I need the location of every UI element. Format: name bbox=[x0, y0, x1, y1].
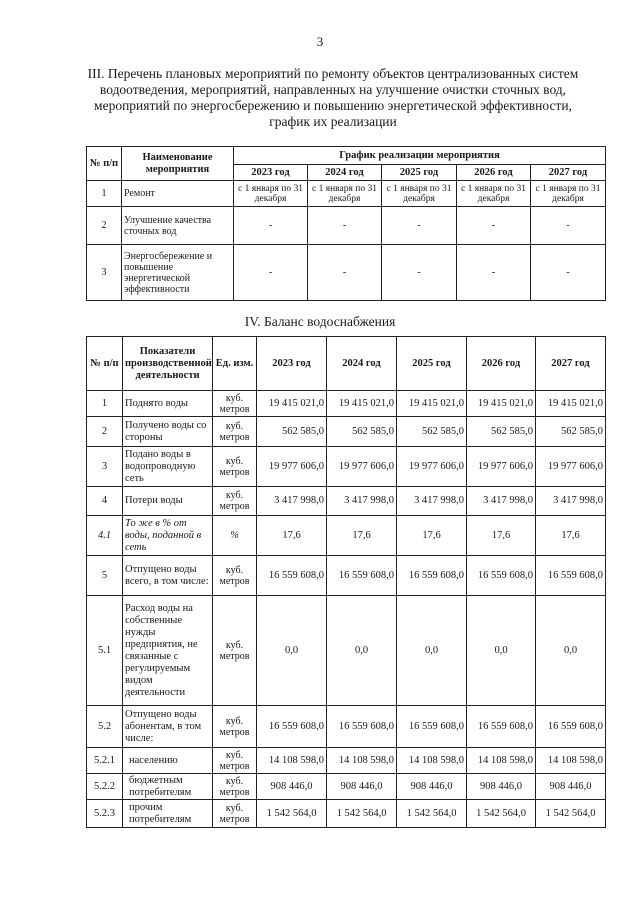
row-name: Отпущено воды всего, в том числе: bbox=[123, 556, 213, 596]
row-unit: % bbox=[213, 516, 257, 556]
schedule-cell: - bbox=[531, 207, 606, 245]
table-row bbox=[87, 556, 606, 596]
renovation-schedule-table bbox=[86, 146, 606, 301]
row-num: 5.2.3 bbox=[87, 800, 123, 828]
row-num: 5.2.2 bbox=[87, 774, 123, 800]
row-num: 4.1 bbox=[87, 516, 123, 556]
table-row bbox=[87, 447, 606, 487]
row-name: Улучшение качества сточных вод bbox=[122, 207, 234, 245]
value-cell: 908 446,0 bbox=[257, 774, 327, 800]
value-cell: 14 108 598,0 bbox=[536, 748, 606, 774]
row-unit: куб. метров bbox=[213, 447, 257, 487]
value-cell: 0,0 bbox=[327, 596, 397, 706]
value-cell: 562 585,0 bbox=[536, 417, 606, 447]
row-unit: куб. метров bbox=[213, 748, 257, 774]
row-unit: куб. метров bbox=[213, 391, 257, 417]
value-cell: 3 417 998,0 bbox=[467, 487, 536, 516]
row-num: 1 bbox=[87, 181, 122, 207]
value-cell: 19 415 021,0 bbox=[397, 391, 467, 417]
value-cell: 908 446,0 bbox=[327, 774, 397, 800]
row-unit: куб. метров bbox=[213, 596, 257, 706]
header-num: № п/п bbox=[87, 147, 122, 181]
value-cell: 16 559 608,0 bbox=[467, 706, 536, 748]
section4-heading: IV. Баланс водоснабжения bbox=[244, 314, 396, 329]
row-name: прочим потребителям bbox=[123, 800, 213, 828]
table-row bbox=[87, 487, 606, 516]
page-number: 3 bbox=[316, 34, 324, 49]
header-year: 2027 год bbox=[536, 337, 606, 391]
header-schedule: График реализации мероприятия bbox=[234, 147, 606, 165]
row-num: 2 bbox=[87, 417, 123, 447]
schedule-cell: с 1 января по 31 декабря bbox=[382, 181, 457, 207]
value-cell: 908 446,0 bbox=[467, 774, 536, 800]
schedule-cell: - bbox=[308, 207, 382, 245]
header-unit: Ед. изм. bbox=[213, 337, 257, 391]
schedule-cell: - bbox=[531, 245, 606, 301]
table-row bbox=[87, 706, 606, 748]
table-row bbox=[87, 516, 606, 556]
value-cell: 16 559 608,0 bbox=[536, 706, 606, 748]
row-num: 5.2.1 bbox=[87, 748, 123, 774]
header-year: 2026 год bbox=[457, 165, 531, 181]
row-name: Потери воды bbox=[123, 487, 213, 516]
value-cell: 19 977 606,0 bbox=[397, 447, 467, 487]
value-cell: 0,0 bbox=[467, 596, 536, 706]
schedule-cell: - bbox=[308, 245, 382, 301]
value-cell: 14 108 598,0 bbox=[327, 748, 397, 774]
schedule-cell: - bbox=[382, 245, 457, 301]
value-cell: 16 559 608,0 bbox=[327, 556, 397, 596]
header-year: 2025 год bbox=[382, 165, 457, 181]
row-name: населению bbox=[123, 748, 213, 774]
row-num: 1 bbox=[87, 391, 123, 417]
header-year: 2023 год bbox=[234, 165, 308, 181]
value-cell: 17,6 bbox=[467, 516, 536, 556]
row-name: Расход воды на собственные нужды предприятия, не связанные с регулируемым видом деятельности bbox=[123, 596, 213, 706]
value-cell: 16 559 608,0 bbox=[257, 706, 327, 748]
value-cell: 19 415 021,0 bbox=[536, 391, 606, 417]
value-cell: 14 108 598,0 bbox=[397, 748, 467, 774]
value-cell: 16 559 608,0 bbox=[257, 556, 327, 596]
schedule-cell: с 1 января по 31 декабря bbox=[308, 181, 382, 207]
value-cell: 17,6 bbox=[536, 516, 606, 556]
row-name: Получено воды со стороны bbox=[123, 417, 213, 447]
table-row bbox=[87, 207, 606, 245]
schedule-cell: с 1 января по 31 декабря bbox=[531, 181, 606, 207]
schedule-cell: - bbox=[234, 245, 308, 301]
table-row bbox=[87, 181, 606, 207]
row-name: Энергосбережение и повышение энергетической эффективности bbox=[122, 245, 234, 301]
schedule-cell: с 1 января по 31 декабря bbox=[457, 181, 531, 207]
value-cell: 16 559 608,0 bbox=[397, 706, 467, 748]
value-cell: 19 415 021,0 bbox=[257, 391, 327, 417]
value-cell: 19 977 606,0 bbox=[467, 447, 536, 487]
row-num: 4 bbox=[87, 487, 123, 516]
value-cell: 19 415 021,0 bbox=[467, 391, 536, 417]
row-unit: куб. метров bbox=[213, 706, 257, 748]
schedule-cell: - bbox=[234, 207, 308, 245]
value-cell: 562 585,0 bbox=[397, 417, 467, 447]
value-cell: 16 559 608,0 bbox=[536, 556, 606, 596]
value-cell: 14 108 598,0 bbox=[467, 748, 536, 774]
table-row bbox=[87, 748, 606, 774]
header-year: 2025 год bbox=[397, 337, 467, 391]
schedule-cell: - bbox=[382, 207, 457, 245]
value-cell: 19 415 021,0 bbox=[327, 391, 397, 417]
row-unit: куб. метров bbox=[213, 417, 257, 447]
row-num: 5 bbox=[87, 556, 123, 596]
row-unit: куб. метров bbox=[213, 487, 257, 516]
value-cell: 1 542 564,0 bbox=[327, 800, 397, 828]
header-name: Наименование мероприятия bbox=[122, 147, 234, 181]
header-num: № п/п bbox=[87, 337, 123, 391]
value-cell: 0,0 bbox=[397, 596, 467, 706]
row-num: 2 bbox=[87, 207, 122, 245]
value-cell: 908 446,0 bbox=[536, 774, 606, 800]
value-cell: 3 417 998,0 bbox=[397, 487, 467, 516]
schedule-cell: с 1 января по 31 декабря bbox=[234, 181, 308, 207]
header-year: 2027 год bbox=[531, 165, 606, 181]
value-cell: 562 585,0 bbox=[327, 417, 397, 447]
header-year: 2024 год bbox=[308, 165, 382, 181]
value-cell: 3 417 998,0 bbox=[257, 487, 327, 516]
row-name: То же в % от воды, поданной в сеть bbox=[123, 516, 213, 556]
value-cell: 1 542 564,0 bbox=[257, 800, 327, 828]
value-cell: 1 542 564,0 bbox=[467, 800, 536, 828]
row-unit: куб. метров bbox=[213, 774, 257, 800]
value-cell: 17,6 bbox=[327, 516, 397, 556]
row-name: Отпущено воды абонентам, в том числе: bbox=[123, 706, 213, 748]
value-cell: 562 585,0 bbox=[467, 417, 536, 447]
value-cell: 0,0 bbox=[257, 596, 327, 706]
row-name: бюджетным потребителям bbox=[123, 774, 213, 800]
value-cell: 16 559 608,0 bbox=[467, 556, 536, 596]
table-row bbox=[87, 245, 606, 301]
table-row bbox=[87, 596, 606, 706]
value-cell: 562 585,0 bbox=[257, 417, 327, 447]
row-unit: куб. метров bbox=[213, 800, 257, 828]
row-num: 3 bbox=[87, 447, 123, 487]
value-cell: 908 446,0 bbox=[397, 774, 467, 800]
table-row bbox=[87, 800, 606, 828]
row-num: 5.2 bbox=[87, 706, 123, 748]
row-num: 5.1 bbox=[87, 596, 123, 706]
row-num: 3 bbox=[87, 245, 122, 301]
row-name: Поднято воды bbox=[123, 391, 213, 417]
value-cell: 19 977 606,0 bbox=[327, 447, 397, 487]
table-row bbox=[87, 417, 606, 447]
value-cell: 19 977 606,0 bbox=[257, 447, 327, 487]
table-row bbox=[87, 774, 606, 800]
value-cell: 3 417 998,0 bbox=[327, 487, 397, 516]
row-name: Ремонт bbox=[122, 181, 234, 207]
value-cell: 1 542 564,0 bbox=[397, 800, 467, 828]
value-cell: 14 108 598,0 bbox=[257, 748, 327, 774]
header-year: 2026 год bbox=[467, 337, 536, 391]
row-unit: куб. метров bbox=[213, 556, 257, 596]
header-year: 2023 год bbox=[257, 337, 327, 391]
schedule-cell: - bbox=[457, 245, 531, 301]
table-row bbox=[87, 391, 606, 417]
schedule-cell: - bbox=[457, 207, 531, 245]
section3-heading: III. Перечень плановых мероприятий по ремонту объектов централизованных систем водоотведения, мероприятий, направленных на улучшение очистки сточных вод, мероприятий по энергосбережению и повышению энергетической эффективности, график их реализации bbox=[87, 66, 579, 129]
value-cell: 17,6 bbox=[257, 516, 327, 556]
water-balance-table bbox=[86, 336, 606, 828]
value-cell: 16 559 608,0 bbox=[327, 706, 397, 748]
value-cell: 17,6 bbox=[397, 516, 467, 556]
value-cell: 16 559 608,0 bbox=[397, 556, 467, 596]
value-cell: 1 542 564,0 bbox=[536, 800, 606, 828]
header-indicator: Показатели производственной деятельности bbox=[123, 337, 213, 391]
value-cell: 0,0 bbox=[536, 596, 606, 706]
header-year: 2024 год bbox=[327, 337, 397, 391]
row-name: Подано воды в водопроводную сеть bbox=[123, 447, 213, 487]
value-cell: 19 977 606,0 bbox=[536, 447, 606, 487]
value-cell: 3 417 998,0 bbox=[536, 487, 606, 516]
